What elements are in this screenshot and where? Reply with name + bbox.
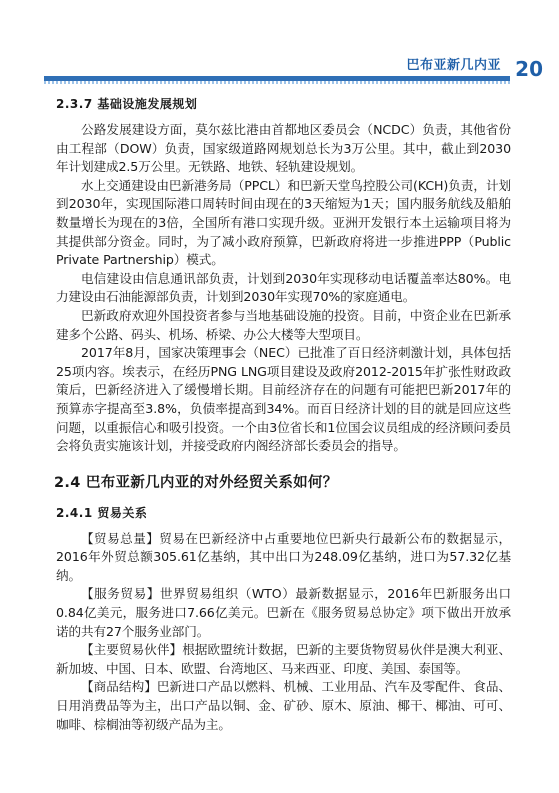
section-heading-2-4: 2.4 巴布亚新几内亚的对外经贸关系如何？ [54, 474, 338, 491]
paragraph-trade-partners: 【主要贸易伙伴】根据欧盟统计数据，巴新的主要货物贸易伙伴是澳大利亚、新加坡、中国、日本、欧盟、台湾地区、马来西亚、印度、美国、泰国等。 [56, 642, 511, 676]
paragraph-water-transport: 水上交通建设由巴新港务局（PPCL）和巴新天堂鸟控股公司(KCH)负责，计划到2030年，实现国际港口周转时间由现在的3天缩短为1天；国内服务航线及船舶数量增长为现在的3倍，全国所有港口实现升级。亚洲开发银行本土运输项目将为其提供部分资金。同时，为了减小政府预算，巴新政府将进一步推进PPP（Public Private Partnership）模式。 [56, 177, 511, 268]
paragraph-foreign-investment: 巴新政府欢迎外国投资者参与当地基础设施的投资。目前，中资企业在巴新承建多个公路、码头、机场、桥梁、办公大楼等大型项目。 [56, 307, 511, 342]
paragraph-commodity-structure: 【商品结构】巴新进口产品以燃料、机械、工业用品、汽车及零配件、食品、日用消费品等为主，出口产品以铜、金、矿砂、原木、原油、椰干、椰油、可可、咖啡、棕榈油等初级产品为主。 [56, 679, 511, 732]
page-body [56, 95, 511, 734]
running-header-title: 巴布亚新几内亚 [406, 58, 501, 73]
subsection-heading-2-4-1: 2.4.1 贸易关系 [56, 505, 148, 520]
page-number: 20 [515, 57, 543, 81]
paragraph-roads: 公路发展建设方面，莫尔兹比港由首都地区委员会（NCDC）负责，其他省份由工程部（DOW）负责，国家级道路网规划总长为3万公里。其中，截止到2030年计划建成2.5万公里。无铁路、地铁、轻轨建设规划。 [56, 122, 511, 175]
paragraph-service-trade: 【服务贸易】世界贸易组织（WTO）最新数据显示，2016年巴新服务出口0.84亿美元，服务进口7.66亿美元。巴新在《服务贸易总协定》项下做出开放承诺的共有27个服务业部门。 [56, 586, 511, 639]
page-header [0, 0, 559, 84]
paragraph-trade-volume: 【贸易总量】贸易在巴新经济中占重要地位巴新央行最新公布的数据显示，2016年外贸总额305.61亿基纳，其中出口为248.09亿基纳，进口为57.32亿基纳。 [56, 530, 511, 583]
header-dotted-rule [44, 81, 510, 84]
subsection-heading-2-3-7: 2.3.7 基础设施发展规划 [56, 97, 198, 111]
paragraph-hundred-day-plan: 2017年8月，国家决策理事会（NEC）已批准了百日经济刺激计划，具体包括25项内容。埃表示，在经历PNG LNG项目建设及政府2012-2015年扩张性财政政策后，巴新经济进入了缓慢增长期。目前经济存在的问题有可能把巴新2017年的预算赤字提高至3.8%，负债率提高到34%。而百日经济计划的目的就是回应这些问题，以重振信心和吸引投资。一个由3位省长和1位国会议员组成的经济顾问委员会将负责实施该计划，并接受政府内阁经济部长委员会的指导。 [56, 345, 511, 454]
paragraph-telecom-power: 电信建设由信息通讯部负责，计划到2030年实现移动电话覆盖率达80%。电力建设由石油能源部负责，计划到2030年实现70%的家庭通电。 [56, 270, 511, 305]
